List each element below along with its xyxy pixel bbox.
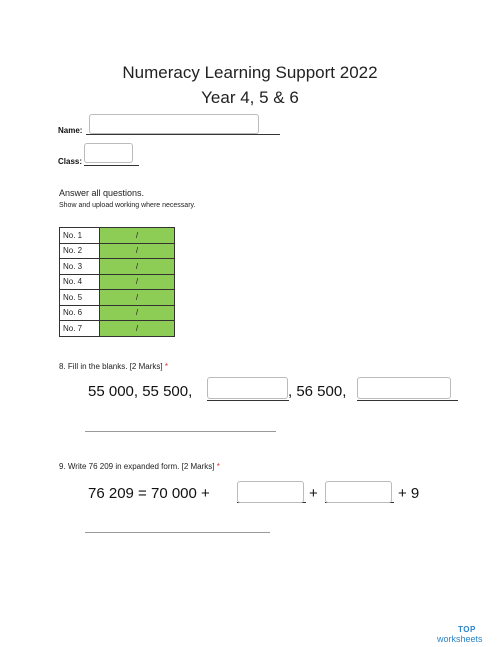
- q9-required-marker: *: [216, 462, 220, 471]
- name-underline: [86, 134, 280, 135]
- q8-sequence-part2: , 56 500,: [288, 383, 347, 400]
- page-title: Numeracy Learning Support 2022: [122, 63, 378, 82]
- score-row-mark: /: [100, 243, 175, 259]
- q8-prompt: [59, 362, 168, 371]
- q8-prompt-text: 8. Fill in the blanks. [2 Marks]: [59, 362, 163, 371]
- q9-plus-sign: +: [309, 485, 318, 502]
- q9-equation-part1: 76 209 = 70 000 +: [88, 485, 210, 502]
- score-row-label: No. 6: [60, 305, 100, 321]
- score-row-label: No. 5: [60, 290, 100, 306]
- score-row-label: No. 2: [60, 243, 100, 259]
- score-row-mark: /: [100, 259, 175, 275]
- class-label: Class:: [58, 157, 83, 166]
- instructions-main: Answer all questions.: [59, 188, 145, 198]
- logo-bottom-text: worksheets: [437, 634, 483, 644]
- score-row: [60, 259, 175, 275]
- score-row: [60, 228, 175, 244]
- q9-prompt-text: 9. Write 76 209 in expanded form. [2 Marks]: [59, 462, 215, 471]
- score-row-label: No. 1: [60, 228, 100, 244]
- logo-top-text: TOP: [458, 625, 476, 634]
- name-input[interactable]: [89, 114, 259, 134]
- class-input[interactable]: [84, 143, 133, 163]
- score-row-label: No. 4: [60, 274, 100, 290]
- class-underline: [84, 165, 139, 166]
- q9-answer-field[interactable]: [85, 532, 270, 533]
- score-row: [60, 321, 175, 337]
- q8-required-marker: *: [164, 362, 168, 371]
- score-row: [60, 305, 175, 321]
- q9-blank1-input[interactable]: [237, 481, 304, 503]
- q8-blank1-input[interactable]: [207, 377, 288, 399]
- page-subtitle: Year 4, 5 & 6: [201, 88, 299, 107]
- q8-blank2-input[interactable]: [357, 377, 451, 399]
- score-row: [60, 274, 175, 290]
- q9-prompt: [59, 462, 220, 471]
- name-label: Name:: [58, 126, 83, 135]
- q9-blank2-input[interactable]: [325, 481, 392, 503]
- score-row-mark: /: [100, 274, 175, 290]
- score-row: [60, 243, 175, 259]
- q9-equation-end: + 9: [398, 485, 420, 502]
- score-table: [59, 227, 175, 337]
- score-row: [60, 290, 175, 306]
- instructions-sub: Show and upload working where necessary.: [59, 202, 196, 209]
- score-row-label: No. 7: [60, 321, 100, 337]
- q8-blank1-underline: [207, 400, 289, 401]
- score-row-mark: /: [100, 228, 175, 244]
- q8-answer-field[interactable]: [85, 431, 276, 432]
- q8-sequence-part1: 55 000, 55 500,: [88, 383, 193, 400]
- score-row-label: No. 3: [60, 259, 100, 275]
- score-row-mark: /: [100, 321, 175, 337]
- q8-blank2-underline: [357, 400, 458, 401]
- score-row-mark: /: [100, 290, 175, 306]
- score-row-mark: /: [100, 305, 175, 321]
